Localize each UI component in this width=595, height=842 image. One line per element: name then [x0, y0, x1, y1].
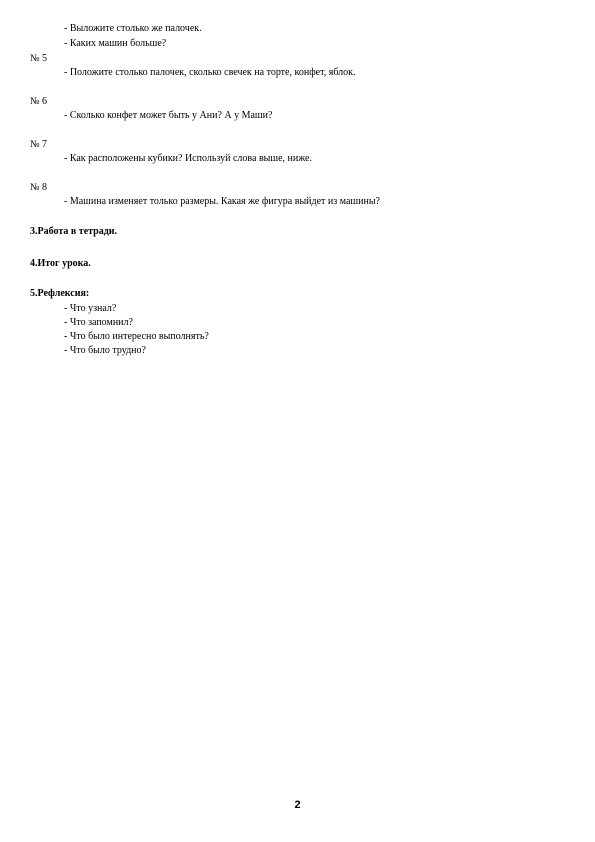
section5-item-3: - Что было интересно выполнять? — [64, 331, 209, 342]
task4-item-2: - Каких машин больше? — [64, 38, 167, 49]
page-number: 2 — [294, 799, 301, 811]
section5-item-1: - Что узнал? — [64, 303, 117, 314]
section4-title: 4.Итог урока. — [30, 258, 91, 269]
section3-title: 3.Работа в тетради. — [30, 226, 118, 237]
task8-number: № 8 — [30, 182, 48, 193]
task6-item-1: - Сколько конфет может быть у Ани? А у Маши? — [64, 110, 273, 121]
section5-title: 5.Рефлексия: — [30, 288, 90, 299]
task4-item-1: - Выложите столько же палочек. — [64, 23, 202, 34]
task8-item-1: - Машина изменяет только размеры. Какая же фигура выйдет из машины? — [64, 196, 380, 207]
task7-item-1: - Как расположены кубики? Используй слова выше, ниже. — [64, 153, 312, 164]
section5-item-2: - Что запомнил? — [64, 317, 133, 328]
task5-item-1: - Положите столько палочек, сколько свечек на торте, конфет, яблок. — [64, 67, 356, 78]
section5-item-4: - Что было трудно? — [64, 345, 146, 356]
task7-number: № 7 — [30, 139, 48, 150]
task6-number: № 6 — [30, 96, 48, 107]
task5-number: № 5 — [30, 53, 48, 64]
